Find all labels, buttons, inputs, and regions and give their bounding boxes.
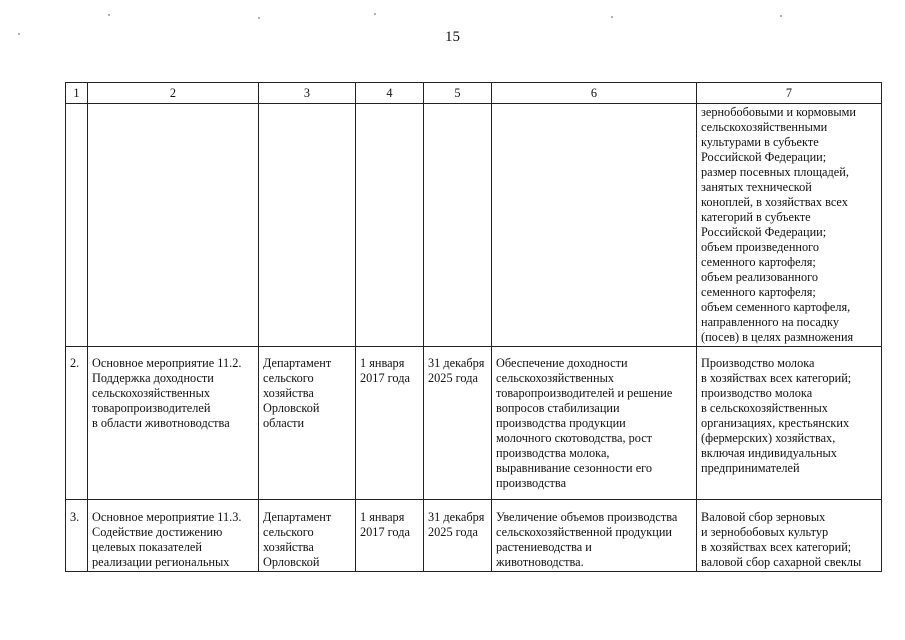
column-header-4: 4 bbox=[356, 83, 424, 104]
cell-text-line: вопросов стабилизации bbox=[496, 401, 620, 415]
cell-text-line: и зернобобовых культур bbox=[701, 525, 829, 539]
cell-text-line: сельскохозяйственной продукции bbox=[496, 525, 673, 539]
cell-text-line: Основное мероприятие 11.2. bbox=[92, 356, 242, 370]
cell-text-line: производства продукции bbox=[496, 416, 626, 430]
cell-text-line: целевых показателей bbox=[92, 540, 202, 554]
cell-text-line: растениеводства и bbox=[496, 540, 592, 554]
table-row bbox=[66, 347, 882, 500]
cell-text-line: Содействие достижению bbox=[92, 525, 223, 539]
scan-speck bbox=[258, 17, 260, 19]
cell-text-line: направленного на посадку bbox=[701, 315, 839, 329]
cell-text-line: производства bbox=[496, 476, 567, 490]
cell-text-line: Увеличение объемов производства bbox=[496, 510, 678, 524]
cell-text-line: зернобобовыми и кормовыми bbox=[701, 105, 856, 119]
column-header-2: 2 bbox=[88, 83, 259, 104]
cell-text-line: Департамент bbox=[263, 356, 332, 370]
column-header-7: 7 bbox=[697, 83, 882, 104]
cell-text-line: занятых технической bbox=[701, 180, 812, 194]
cell-text-line: товаропроизводителей и решение bbox=[496, 386, 673, 400]
end-date-cell bbox=[424, 104, 492, 347]
cell-text-line: в хозяйствах всех категорий; bbox=[701, 540, 852, 554]
row-number-cell bbox=[66, 104, 88, 347]
cell-text-line: 2025 года bbox=[428, 371, 478, 385]
start-date-cell bbox=[356, 104, 424, 347]
cell-text-line: области bbox=[263, 416, 305, 430]
cell-text-line: (фермерских) хозяйствах, bbox=[701, 431, 836, 445]
row-number-cell bbox=[66, 500, 88, 572]
cell-text-line: товаропроизводителей bbox=[92, 401, 211, 415]
table-row bbox=[66, 500, 882, 572]
cell-text-line: хозяйства bbox=[263, 386, 314, 400]
cell-text-line: 3. bbox=[70, 510, 80, 524]
cell-text-line: сельскохозяйственных bbox=[92, 386, 210, 400]
cell-text-line: производство молока bbox=[701, 386, 813, 400]
cell-text-line: 2017 года bbox=[360, 371, 410, 385]
expected-result-cell bbox=[492, 347, 697, 500]
start-date-cell bbox=[356, 347, 424, 500]
cell-text-line: 31 декабря bbox=[428, 356, 485, 370]
executor-cell bbox=[259, 500, 356, 572]
cell-text-line: валовой сбор сахарной свеклы bbox=[701, 555, 862, 569]
cell-text-line: выравнивание сезонности его bbox=[496, 461, 653, 475]
scan-speck bbox=[611, 16, 613, 18]
cell-text-line: объем семенного картофеля, bbox=[701, 300, 851, 314]
cell-text-line: Российской Федерации; bbox=[701, 150, 827, 164]
cell-text-line: сельского bbox=[263, 525, 314, 539]
cell-text-line: (посев) в целях размножения bbox=[701, 330, 854, 344]
cell-text-line: объем реализованного bbox=[701, 270, 819, 284]
indicators-cell bbox=[697, 104, 882, 347]
column-header-3: 3 bbox=[259, 83, 356, 104]
cell-text-line: организациях, крестьянских bbox=[701, 416, 850, 430]
cell-text-line: Обеспечение доходности bbox=[496, 356, 628, 370]
measure-name-cell bbox=[88, 500, 259, 572]
scan-speck bbox=[374, 13, 376, 15]
cell-text-line: Департамент bbox=[263, 510, 332, 524]
end-date-cell bbox=[424, 500, 492, 572]
scan-speck bbox=[18, 33, 20, 35]
cell-text-line: предпринимателей bbox=[701, 461, 800, 475]
cell-text-line: сельскохозяйственных bbox=[496, 371, 614, 385]
measure-name-cell bbox=[88, 347, 259, 500]
executor-cell bbox=[259, 104, 356, 347]
cell-text-line: животноводства. bbox=[496, 555, 584, 569]
cell-text-line: Орловской bbox=[263, 555, 320, 569]
column-header-1: 1 bbox=[66, 83, 88, 104]
scan-speck bbox=[780, 15, 782, 17]
cell-text-line: коноплей, в хозяйствах всех bbox=[701, 195, 848, 209]
cell-text-line: Поддержка доходности bbox=[92, 371, 214, 385]
cell-text-line: Производство молока bbox=[701, 356, 815, 370]
cell-text-line: семенного картофеля; bbox=[701, 255, 816, 269]
cell-text-line: 1 января bbox=[360, 356, 405, 370]
indicators-cell bbox=[697, 347, 882, 500]
cell-text-line: производства молока, bbox=[496, 446, 610, 460]
column-header-5: 5 bbox=[424, 83, 492, 104]
cell-text-line: включая индивидуальных bbox=[701, 446, 837, 460]
cell-text-line: в сельскохозяйственных bbox=[701, 401, 828, 415]
cell-text-line: молочного скотоводства, рост bbox=[496, 431, 653, 445]
cell-text-line: категорий в субъекте bbox=[701, 210, 811, 224]
scan-speck bbox=[108, 14, 110, 16]
header-row bbox=[66, 83, 882, 104]
cell-text-line: реализации региональных bbox=[92, 555, 230, 569]
cell-text-line: в хозяйствах всех категорий; bbox=[701, 371, 852, 385]
cell-text-line: семенного картофеля; bbox=[701, 285, 816, 299]
cell-text-line: сельского bbox=[263, 371, 314, 385]
cell-text-line: 31 декабря bbox=[428, 510, 485, 524]
cell-text-line: 2025 года bbox=[428, 525, 478, 539]
cell-text-line: 2017 года bbox=[360, 525, 410, 539]
cell-text-line: Основное мероприятие 11.3. bbox=[92, 510, 242, 524]
cell-text-line: хозяйства bbox=[263, 540, 314, 554]
start-date-cell bbox=[356, 500, 424, 572]
measure-name-cell bbox=[88, 104, 259, 347]
cell-text-line: Валовой сбор зерновых bbox=[701, 510, 826, 524]
cell-text-line: размер посевных площадей, bbox=[701, 165, 849, 179]
indicators-cell bbox=[697, 500, 882, 572]
page-number: 15 bbox=[445, 29, 460, 45]
expected-result-cell bbox=[492, 104, 697, 347]
cell-text-line: в области животноводства bbox=[92, 416, 230, 430]
column-header-6: 6 bbox=[492, 83, 697, 104]
expected-result-cell bbox=[492, 500, 697, 572]
end-date-cell bbox=[424, 347, 492, 500]
cell-text-line: 1 января bbox=[360, 510, 405, 524]
cell-text-line: Российской Федерации; bbox=[701, 225, 827, 239]
cell-text-line: 2. bbox=[70, 356, 80, 370]
cell-text-line: объем произведенного bbox=[701, 240, 820, 254]
executor-cell bbox=[259, 347, 356, 500]
cell-text-line: сельскохозяйственными bbox=[701, 120, 828, 134]
program-measures-table bbox=[65, 82, 882, 572]
cell-text-line: культурами в субъекте bbox=[701, 135, 819, 149]
row-number-cell bbox=[66, 347, 88, 500]
table-row bbox=[66, 104, 882, 347]
cell-text-line: Орловской bbox=[263, 401, 320, 415]
